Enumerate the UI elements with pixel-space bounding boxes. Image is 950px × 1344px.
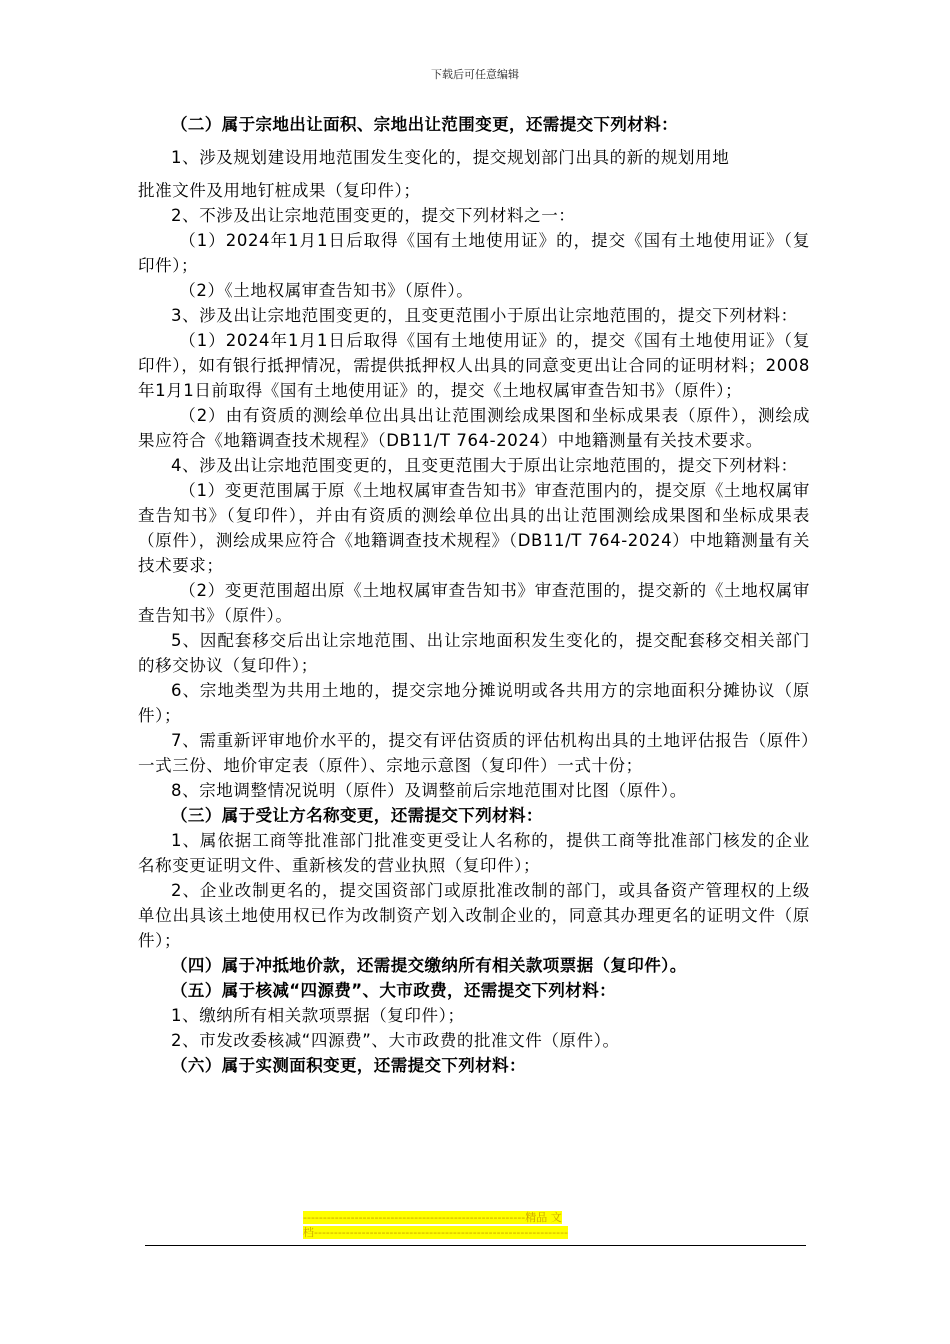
paragraph: （1）2024年1月1日后取得《国有土地使用证》的，提交《国有土地使用证》（复印件），如有银行抵押情况，需提供抵押权人出具的同意变更出让合同的证明材料；2008年1月1日前取得《国有土地使用证》的，提交《土地权属审查告知书》（原件）； [138,331,810,400]
paragraph: 8、宗地调整情况说明（原件）及调整前后宗地范围对比图（原件）。 [171,781,687,800]
paragraph: 3、涉及出让宗地范围变更的，且变更范围小于原出让宗地范围的，提交下列材料： [171,306,798,325]
footer-divider [145,1245,806,1246]
paragraph: 7、需重新评审地价水平的，提交有评估资质的评估机构出具的土地评估报告（原件）一式三份、地价审定表（原件）、宗地示意图（复印件）一式十份； [138,731,810,775]
footer-note-line1: --------------------------------------------------------精品 文 [303,1211,562,1224]
paragraph: 6、宗地类型为共用土地的，提交宗地分摊说明或各共用方的宗地面积分摊协议（原件）； [138,681,810,725]
section-heading: （六）属于实测面积变更，还需提交下列材料： [171,1056,526,1075]
document-body [138,112,810,1078]
section-heading: （三）属于受让方名称变更，还需提交下列材料： [171,806,543,825]
paragraph: （2）《土地权属审查告知书》（原件）。 [179,281,474,300]
paragraph: 批准文件及用地钉桩成果（复印件）； [138,181,421,200]
footer-note [303,1210,648,1240]
footer-note-line2: 档---------------------------------------------------------------- [303,1226,569,1239]
paragraph: 2、市发改委核减“四源费”、大市政费的批准文件（原件）。 [171,1031,620,1050]
paragraph: （1）2024年1月1日后取得《国有土地使用证》的，提交《国有土地使用证》（复印件）； [138,231,810,275]
paragraph: 1、缴纳所有相关款项票据（复印件）； [171,1006,465,1025]
paragraph: 1、涉及规划建设用地范围发生变化的，提交规划部门出具的新的规划用地 [171,148,730,167]
paragraph: （二）属于宗地出让面积、宗地出让范围变更，还需提交下列材料： [171,115,678,134]
paragraph: 4、涉及出让宗地范围变更的，且变更范围大于原出让宗地范围的，提交下列材料： [171,456,798,475]
paragraph: 5、因配套移交后出让宗地范围、出让宗地面积发生变化的，提交配套移交相关部门的移交协议（复印件）； [138,631,810,675]
paragraph: 2、企业改制更名的，提交国资部门或原批准改制的部门，或具备资产管理权的上级单位出具该土地使用权已作为改制资产划入改制企业的，同意其办理更名的证明文件（原件）； [138,881,810,950]
paragraph: 2、不涉及出让宗地范围变更的，提交下列材料之一： [171,206,576,225]
page-header: 下载后可任意编辑 [431,68,519,81]
paragraph: （1）变更范围属于原《土地权属审查告知书》审查范围内的，提交原《土地权属审查告知书》（复印件），并由有资质的测绘单位出具的出让范围测绘成果图和坐标成果表（原件），测绘成果应符合《地籍调查技术规程》（DB11/T 764-2024）中地籍测量有关技术要求； [138,481,810,575]
section-heading: （四）属于冲抵地价款，还需提交缴纳所有相关款项票据（复印件）。 [171,956,687,975]
paragraph: 1、属依据工商等批准部门批准变更受让人名称的，提供工商等批准部门核发的企业名称变更证明文件、重新核发的营业执照（复印件）； [138,831,810,875]
paragraph: （2）由有资质的测绘单位出具出让范围测绘成果图和坐标成果表（原件），测绘成果应符合《地籍调查技术规程》（DB11/T 764-2024）中地籍测量有关技术要求。 [138,406,810,450]
section-heading: （五）属于核减“四源费”、大市政费，还需提交下列材料： [171,981,616,1000]
paragraph: （2）变更范围超出原《土地权属审查告知书》审查范围的，提交新的《土地权属审查告知书》（原件）。 [138,581,810,625]
